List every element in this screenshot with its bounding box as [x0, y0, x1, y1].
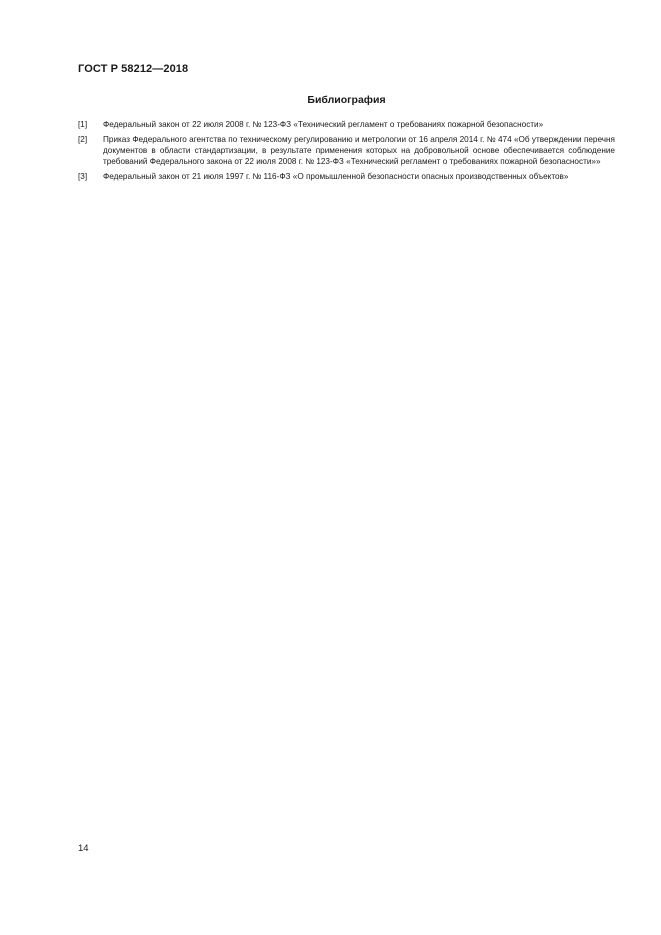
bibliography-number: [3] [78, 172, 88, 182]
bibliography-text: Приказ Федерального агентства по техническому регулированию и метрологии от 16 апреля 2014 г. № 474 «Об утверждении перечня документов в области стандартизации, в результате применения которых на добровольной основе обеспечивается соблюдение требований Федерального закона от 22 июля 2008 г. № 123-ФЗ «Технический регламент о требованиях пожарной безопасности»» [103, 135, 615, 167]
section-title: Библиография [307, 94, 386, 106]
bibliography-item [78, 119, 615, 130]
bibliography-list [78, 119, 615, 186]
bibliography-number: [1] [78, 120, 88, 129]
bibliography-text: Федеральный закон от 22 июля 2008 г. № 123-ФЗ «Технический регламент о требованиях пожарной безопасности» [103, 120, 544, 129]
bibliography-text: Федеральный закон от 21 июля 1997 г. № 116-ФЗ «О промышленной безопасности опасных производственных объектов» [103, 172, 569, 182]
page-number: 14 [78, 843, 89, 854]
document-code: ГОСТ Р 58212—2018 [78, 63, 189, 75]
bibliography-item [78, 171, 615, 182]
bibliography-item [78, 134, 615, 167]
bibliography-number: [2] [78, 135, 88, 145]
